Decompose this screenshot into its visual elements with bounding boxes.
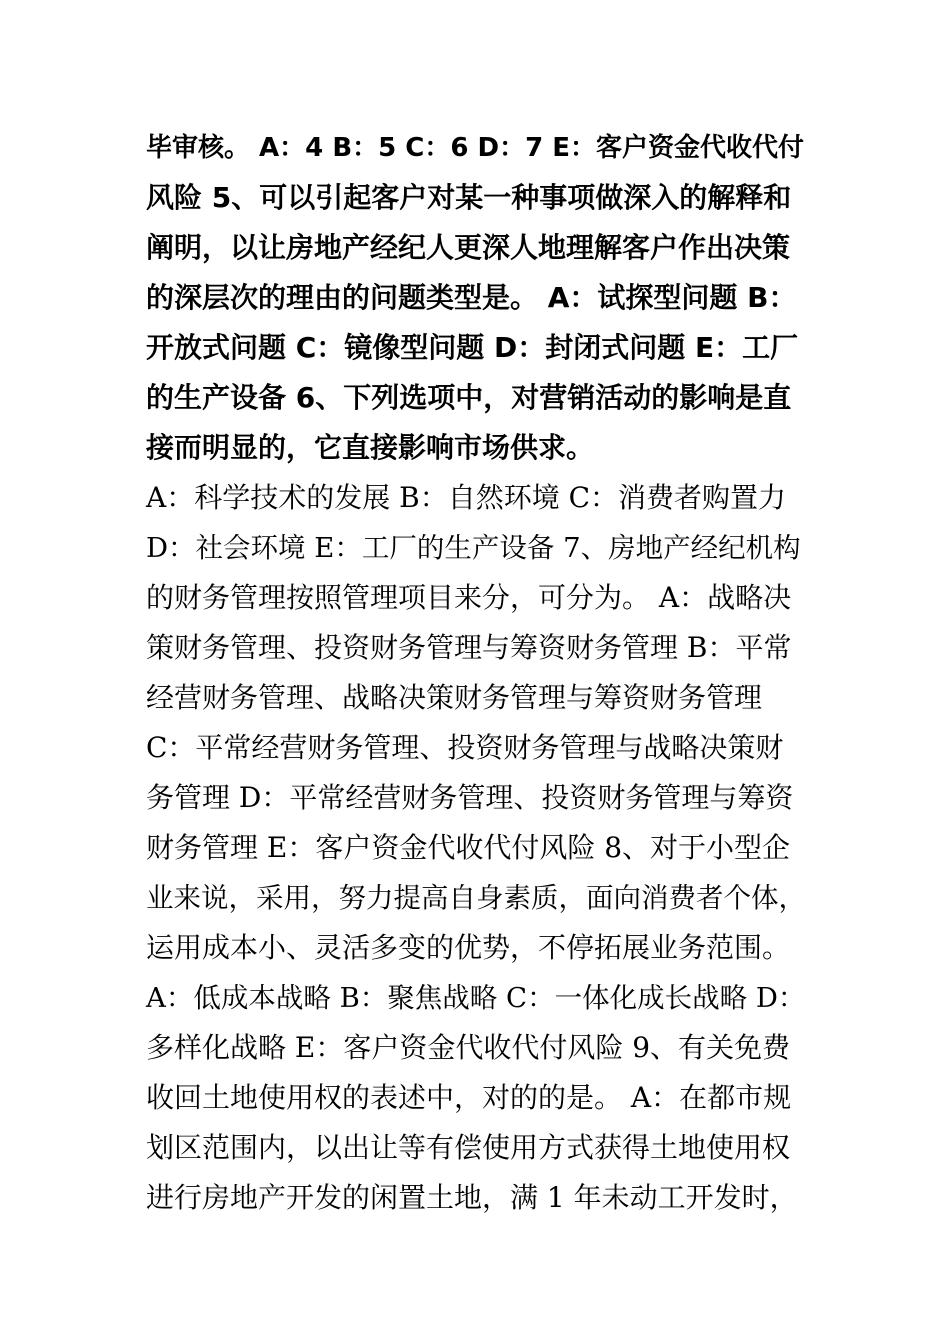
bold-text-line: 毕审核。 A：4 B：5 C：6 D：7 E：客户资金代收代付 [146, 133, 804, 163]
bold-text-line: 开放式问题 C：镜像型问题 D：封闭式问题 E：工厂 [146, 331, 799, 364]
text-line: 策财务管理、投资财务管理与筹资财务管理 B：平常 [146, 631, 792, 664]
text-line: 划区范围内，以出让等有偿使用方式获得土地使用权 [146, 1131, 791, 1164]
bold-text-line: 接而明显的，它直接影响市场供求。 [146, 431, 595, 464]
text-line: 多样化战略 E：客户资金代收代付风险 9、有关免费 [146, 1031, 791, 1064]
text-line: A：科学技术的发展 B：自然环境 C：消费者购置力 [146, 481, 787, 514]
text-line: 进行房地产开发的闲置土地，满 1 年未动工开发时， [146, 1181, 798, 1214]
text-line: 运用成本小、灵活多变的优势，不停拓展业务范围。 [146, 931, 791, 964]
bold-text-line: 风险 5、可以引起客户对某一种事项做深入的解释和 [146, 181, 792, 214]
bold-text-line: 的生产设备 6、下列选项中，对营销活动的影响是直 [146, 381, 792, 414]
text-line: C：平常经营财务管理、投资财务管理与战略决策财 [146, 731, 784, 764]
bold-text-line: 阐明，以让房地产经纪人更深人地理解客户作出决策 [146, 231, 791, 264]
text-line: 财务管理 E：客户资金代收代付风险 8、对于小型企 [146, 831, 791, 864]
bold-text-line: 的深层次的理由的问题类型是。 A：试探型问题 B： [146, 281, 797, 314]
text-line: 收回土地使用权的表述中，对的的是。 A：在都市规 [146, 1081, 792, 1114]
text-line: 的财务管理按照管理项目来分，可分为。 A：战略决 [146, 581, 792, 614]
text-line: 务管理 D：平常经营财务管理、投资财务管理与筹资 [146, 781, 794, 814]
text-line: 业来说，采用，努力提高自身素质，面向消费者个体， [146, 882, 806, 914]
text-line: 经营财务管理、战略决策财务管理与筹资财务管理 [146, 681, 763, 714]
text-line: A：低成本战略 B：聚焦战略 C：一体化成长战略 D： [146, 982, 806, 1014]
text-line: D：社会环境 E：工厂的生产设备 7、房地产经纪机构 [146, 532, 801, 564]
